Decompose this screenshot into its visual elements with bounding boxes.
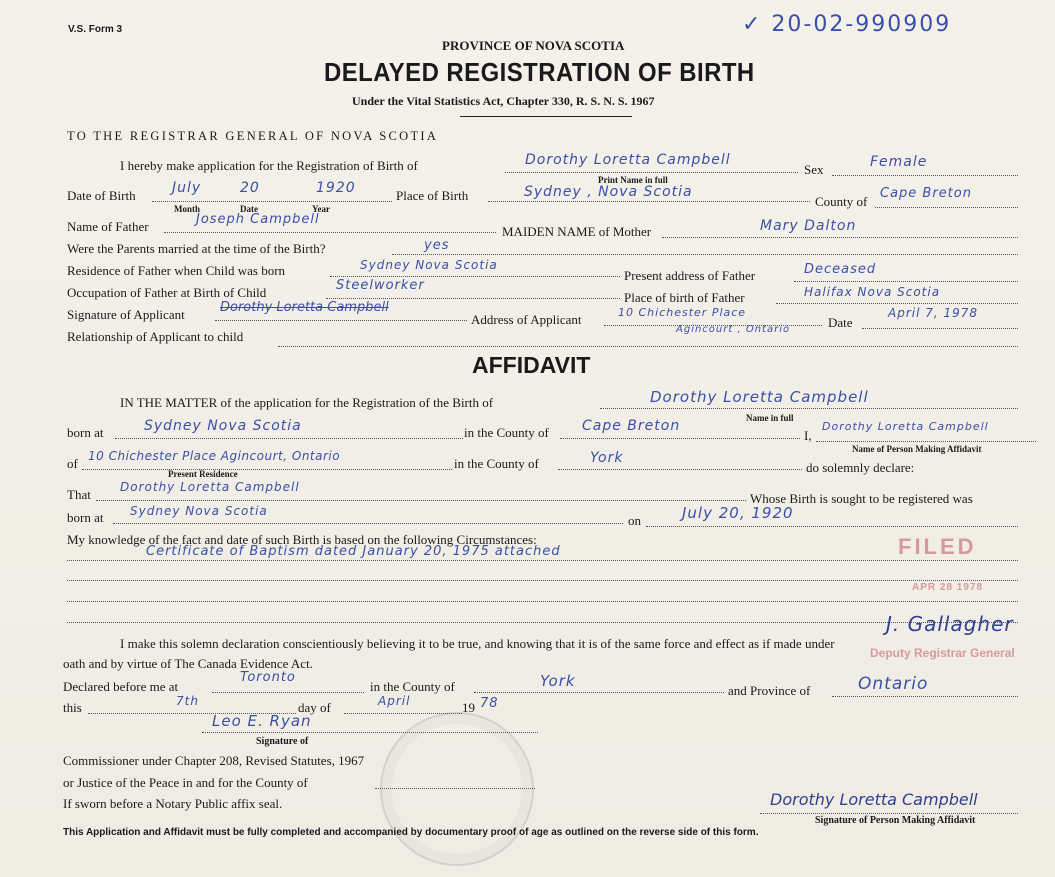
circumstances-value: Certificate of Baptism dated January 20, 1975 attached — [146, 544, 561, 559]
signature-of-note: Signature of — [256, 736, 309, 747]
on-value: July 20, 1920 — [682, 504, 794, 522]
registrant-name: Dorothy Loretta Campbell — [525, 152, 731, 168]
dob-year: 1920 — [316, 180, 356, 196]
whose-label: Whose Birth is sought to be registered was — [750, 491, 973, 506]
deponent-name: Dorothy Loretta Campbell — [822, 420, 989, 433]
application-date: April 7, 1978 — [888, 306, 979, 320]
matter-line — [600, 408, 1018, 409]
county2-value: York — [590, 450, 624, 466]
father-pob-value: Halifax Nova Scotia — [804, 285, 941, 299]
deponent-line — [816, 441, 1036, 442]
date-line — [862, 328, 1018, 329]
sex-line — [832, 175, 1018, 176]
married-line — [392, 254, 1018, 255]
on-label: on — [628, 513, 641, 528]
present-address-line — [794, 281, 1018, 282]
present-address-label: Present address of Father — [624, 268, 756, 283]
form-subtitle: Under the Vital Statistics Act, Chapter 330, R. S. N. S. 1967 — [352, 94, 655, 108]
county-value: Cape Breton — [880, 186, 972, 201]
filed-stamp: FILED — [898, 534, 977, 559]
applicant-address-label: Address of Applicant — [471, 312, 582, 327]
occupation-value: Steelworker — [336, 278, 425, 293]
circumstances-line-2 — [67, 580, 1018, 581]
county2-label: in the County of — [454, 456, 539, 471]
mother-line — [662, 237, 1018, 238]
occupation-line — [326, 298, 620, 299]
declared-label: Declared before me at — [63, 679, 179, 694]
sex-label: Sex — [804, 162, 824, 177]
dob-month: July — [172, 180, 202, 196]
print-name-note: Print Name in full — [598, 175, 668, 185]
matter-name: Dorothy Loretta Campbell — [650, 388, 869, 406]
deponent-signature: Dorothy Loretta Campbell — [770, 790, 978, 809]
affidavit-county-line — [560, 438, 800, 439]
applicant-address-value-2: Agincourt , Ontario — [676, 324, 791, 335]
name-line — [505, 172, 798, 173]
county-line — [875, 207, 1018, 208]
circumstances-line-1 — [67, 560, 1018, 561]
of-label: of — [67, 456, 78, 471]
affidavit-heading: AFFIDAVIT — [472, 352, 591, 378]
pob-value: Sydney , Nova Scotia — [524, 184, 693, 200]
notary-seal — [380, 712, 534, 866]
county-label: County of — [815, 194, 868, 209]
mother-value: Mary Dalton — [760, 218, 857, 234]
residence-affidavit-line — [82, 469, 452, 470]
county2-line — [558, 469, 802, 470]
born-at2-line — [113, 523, 623, 524]
county3-label: in the County of — [370, 679, 455, 694]
born-at-value: Sydney Nova Scotia — [144, 418, 302, 434]
day-of-value: April — [378, 694, 411, 708]
date-note: Date — [240, 204, 258, 214]
present-address-value: Deceased — [804, 262, 877, 277]
affidavit-county-value: Cape Breton — [582, 418, 681, 434]
occupation-label: Occupation of Father at Birth of Child — [67, 285, 267, 300]
pob-label: Place of Birth — [396, 188, 469, 203]
mother-label: MAIDEN NAME of Mother — [502, 224, 652, 239]
signature-label: Signature of Applicant — [67, 307, 185, 322]
sex-value: Female — [870, 154, 928, 170]
filed-date-stamp: APR 28 1978 — [912, 582, 984, 593]
day-of-line — [344, 713, 462, 714]
signature-line — [215, 320, 467, 321]
commissioner-label: Commissioner under Chapter 208, Revised Statutes, 1967 — [63, 753, 365, 768]
deponent-note: Signature of Person Making Affidavit — [815, 815, 976, 826]
county-of-label: in the County of — [464, 425, 549, 440]
province-value: Ontario — [858, 674, 929, 694]
year-value: 78 — [480, 696, 499, 711]
born-at2-label: born at — [67, 510, 104, 525]
residence-affidavit-value: 10 Chichester Place Agincourt, Ontario — [88, 449, 341, 463]
born-at-label: born at — [67, 425, 104, 440]
footer-note: This Application and Affidavit must be fully completed and accompanied by documentary proof of age as outlined on the reverse side of this form. — [63, 827, 759, 838]
month-note: Month — [174, 204, 201, 214]
relationship-label: Relationship of Applicant to child — [67, 329, 244, 344]
knowledge-label: My knowledge of the fact and date of such Birth is based on the following Circumstances: — [67, 532, 537, 547]
residence-label: Residence of Father when Child was born — [67, 263, 286, 278]
person-note: Name of Person Making Affidavit — [852, 444, 982, 454]
application-intro: I hereby make application for the Registration of Birth of — [120, 158, 418, 173]
father-line — [164, 232, 496, 233]
father-pob-label: Place of birth of Father — [624, 290, 745, 305]
that-line — [96, 500, 746, 501]
name-full-note: Name in full — [746, 413, 794, 423]
that-label: That — [67, 487, 91, 502]
residence-value: Sydney Nova Scotia — [360, 258, 498, 272]
form-title: DELAYED REGISTRATION OF BIRTH — [324, 57, 755, 87]
date-label: Date — [828, 315, 853, 330]
justice-line — [375, 788, 535, 789]
this-label: this — [63, 700, 82, 715]
title-rule — [460, 116, 632, 117]
justice-label: or Justice of the Peace in and for the County of — [63, 775, 308, 790]
pob-line — [488, 201, 810, 202]
born-at-line — [115, 438, 463, 439]
registrar-stamp: Deputy Registrar General — [870, 646, 1015, 660]
province-label: and Province of — [728, 683, 811, 698]
province-heading: PROVINCE OF NOVA SCOTIA — [442, 38, 625, 53]
present-residence-note: Present Residence — [168, 469, 238, 479]
father-label: Name of Father — [67, 219, 149, 234]
solemn-line-1: I make this solemn declaration conscientiously believing it to be true, and knowing that it is of the same force and effect as if made under — [120, 636, 835, 651]
declare-label: do solemnly declare: — [806, 460, 915, 475]
relationship-line — [278, 346, 1018, 347]
residence-line — [330, 276, 620, 277]
circumstances-line-3 — [67, 601, 1018, 602]
deponent-sig-line — [760, 813, 1018, 814]
declared-line — [212, 692, 364, 693]
form-number: V.S. Form 3 — [68, 24, 123, 35]
father-pob-line — [776, 303, 1018, 304]
notary-label: If sworn before a Notary Public affix seal. — [63, 796, 283, 811]
day-of-label: day of — [298, 700, 331, 715]
commissioner-sig-line — [202, 732, 538, 733]
to-registrar-line: TO THE REGISTRAR GENERAL OF NOVA SCOTIA — [67, 129, 439, 143]
county3-line — [474, 692, 724, 693]
on-line — [646, 526, 1018, 527]
that-value: Dorothy Loretta Campbell — [120, 480, 300, 494]
father-value: Joseph Campbell — [196, 212, 320, 227]
i-label: I, — [804, 428, 812, 443]
year-note: Year — [312, 204, 330, 214]
solemn-line-2: oath and by virtue of The Canada Evidence Act. — [63, 656, 313, 671]
applicant-address-value: 10 Chichester Place — [618, 306, 747, 319]
born-at2-value: Sydney Nova Scotia — [130, 504, 268, 518]
circumstances-line-4 — [67, 622, 1018, 623]
declared-value: Toronto — [240, 670, 296, 685]
dob-line — [152, 201, 392, 202]
reference-number: ✓ 20-02-990909 — [742, 12, 952, 37]
matter-label: IN THE MATTER of the application for the Registration of the Birth of — [120, 395, 494, 410]
applicant-signature: Dorothy Loretta Campbell — [220, 300, 389, 315]
commissioner-signature: Leo E. Ryan — [212, 712, 312, 730]
county3-value: York — [540, 672, 576, 690]
registrar-signature: J. Gallagher — [886, 612, 1014, 636]
dob-day: 20 — [240, 180, 260, 196]
married-value: yes — [424, 238, 450, 253]
province-line — [832, 696, 1018, 697]
married-label: Were the Parents married at the time of the Birth? — [67, 241, 326, 256]
dob-label: Date of Birth — [67, 188, 136, 203]
this-value: 7th — [176, 694, 199, 708]
year-prefix: 19 — [462, 700, 475, 715]
